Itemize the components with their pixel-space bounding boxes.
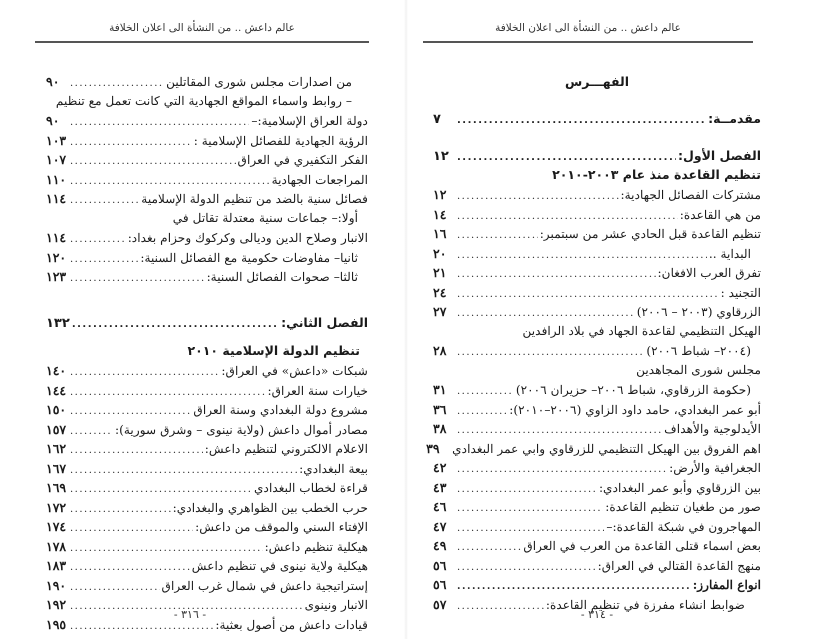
page-ref: ١٢ [433,187,447,202]
toc-entry[interactable]: ثانيا– مفاوضات حكومية مع الفصائل السنية: ..... ١٢٠ [46,248,368,268]
page-ref: ٣١ [433,382,447,397]
toc-entry[interactable]: خيارات سنة العراق: ..... ١٤٤ [46,381,368,401]
page-ref: ٤٧ [433,518,447,534]
page-ref: ١١٠ [46,171,67,187]
chapter-subtitle: تنظيم القاعدة منذ عام ٢٠٠٣-٢٠١٠ [552,167,761,182]
page-ref: ١٥٧ [46,421,67,437]
page-ref: ٩٠ [46,74,60,89]
page-ref: ١١٤ [46,230,67,245]
page-ref: ١٤٤ [46,382,67,398]
page-ref: ١٦٧ [46,460,67,476]
toc-entry[interactable]: (حكومة الزرقاوي، شباط ٢٠٠٦– حزيران ٢٠٠٦) ..... ٣١ [433,380,761,400]
page-ref: ١٦٩ [46,480,67,495]
chapter-subtitle: تنظيم الدولة الإسلامية ٢٠١٠ [187,343,360,358]
header-rule [35,41,369,43]
running-head: عالم داعش .. من النشأة الى اعلان الخلافة [495,22,681,34]
toc-entry[interactable]: هيكلية ولاية نينوى في تنظيم داعش ..... ١٨٣ [46,556,368,576]
toc-entry[interactable]: هيكلية تنظيم داعش: ..... ١٧٨ [46,537,368,557]
toc-entry[interactable]: دولة العراق الإسلامية:– ..... ٩٠ [46,111,368,131]
toc-entry[interactable]: ثالثا– صحوات الفصائل السنية: ..... ١٢٣ [46,267,368,287]
toc-list-right [426,72,761,614]
page-ref: ١١٤ [46,191,67,206]
toc-entry[interactable]: شبكات «داعش» في العراق: ..... ١٤٠ [46,361,368,381]
page-ref: ٣٩ [426,440,440,456]
page-ref: ١٧٨ [46,538,67,554]
toc-entry[interactable]: مشروع دولة البغدادي وسنة العراق ..... ١٥٠ [46,400,368,420]
page-ref: ١٠٧ [46,152,67,167]
toc-entry[interactable]: تنظيم القاعدة قبل الحادي عشر من سبتمبر: ..... ١٦ [433,224,761,244]
toc-entry[interactable]: المراجعات الجهادية ..... ١١٠ [46,170,368,190]
page-ref: ١٩٠ [46,577,67,593]
toc-entry[interactable]: البداية .. ..... ٢٠ [433,244,761,264]
page-ref: ١٢٣ [46,269,67,284]
toc-entry[interactable]: التجنيد : ..... ٢٤ [433,283,761,303]
page-ref: ٩٠ [46,113,60,128]
toc-entry[interactable]: بيعة البغدادي: ..... ١٦٧ [46,459,368,479]
page-ref: ١٩٢ [46,597,67,612]
toc-entry[interactable]: مجلس شورى المجاهدين [636,362,761,377]
toc-list-left [46,72,368,634]
page-ref: ١٨٣ [46,558,67,573]
toc-entry[interactable]: – روابط واسماء المواقع الجهادية التي كانت تعمل مع تنظيم [55,93,352,108]
page-ref: ١٠٣ [46,132,67,148]
page-ref: ١٥٠ [46,402,67,417]
page-ref: ٢٠ [433,245,447,261]
page-ref: ١٦٢ [46,441,67,456]
toc-entry[interactable]: ضوابط انشاء مفرزة في تنظيم القاعدة: ..... ٥٧ [433,595,761,615]
toc-entry[interactable]: الانبار وصلاح الدين وديالى وكركوك وحزام بغداد: ..... ١١٤ [46,228,368,248]
page-ref: ٥٦ [433,557,447,573]
page-ref: ١٤٠ [46,363,67,378]
toc-entry[interactable]: بعض اسماء قتلى القاعدة من العرب في العراق ..... ٤٩ [433,536,761,556]
page-ref: ١٤ [433,206,447,222]
toc-entry[interactable]: أولا:– جماعات سنية معتدلة تقاتل في [172,210,358,225]
toc-entry[interactable]: تفرق العرب الافغان: ..... ٢١ [433,263,761,283]
toc-entry[interactable]: الاعلام الالكتروني لتنظيم داعش: ..... ١٦٢ [46,439,368,459]
toc-entry[interactable]: الهيكل التنظيمي لقاعدة الجهاد في بلاد الرافدين [522,323,761,338]
toc-entry[interactable]: الرؤية الجهادية للفصائل الإسلامية : ..... ١٠٣ [46,131,368,151]
toc-entry[interactable]: مصادر أموال داعش (ولاية نينوى – وشرق سورية): ..... ١٥٧ [46,420,368,440]
page-ref: ١٧٤ [46,519,67,534]
right-page [407,0,813,639]
toc-entry[interactable]: الإفتاء السني والموقف من داعش: ..... ١٧٤ [46,517,368,537]
toc-entry[interactable]: من هي القاعدة: ..... ١٤ [433,205,761,225]
running-head: عالم داعش .. من النشأة الى اعلان الخلافة [109,22,295,34]
page-ref: ٢١ [433,265,447,280]
page-ref: ٣٦ [433,401,447,417]
page-ref: ٣٨ [433,421,447,436]
toc-entry[interactable]: (٢٠٠٤– شباط ٢٠٠٦) ..... ٢٨ [433,341,761,361]
toc-entry[interactable]: أبو عمر البغدادي، حامد داود الزاوي (٢٠٠٦–٢٠١٠): ..... ٣٦ [433,400,761,420]
page-ref: ١٧٢ [46,499,67,515]
toc-chapter-2[interactable]: الفصل الثاني: ..... ١٣٢ [46,313,368,333]
toc-entry[interactable]: إستراتيجية داعش في شمال غرب العراق ..... ١٩٠ [46,576,368,596]
page-ref: ١٩٥ [46,616,67,632]
toc-entry[interactable]: مشتركات الفصائل الجهادية: ..... ١٢ [433,185,761,205]
page-ref: ٢٤ [433,284,447,300]
toc-entry[interactable]: بين الزرقاوي وأبو عمر البغدادي: ..... ٤٣ [433,478,761,498]
page-ref: ٤٦ [433,499,447,514]
toc-entry[interactable]: من اصدارات مجلس شورى المقاتلين ..... ٩٠ [46,72,368,92]
page-ref: ١٣٢ [46,315,70,331]
toc-entry[interactable]: فصائل سنية بالضد من تنظيم الدولة الإسلامية ..... ١١٤ [46,189,368,209]
page-ref: ٢٨ [433,343,447,358]
toc-intro[interactable]: مقدمــة: ..... ٧ [433,109,761,129]
index-title: الفهـــرس [564,74,630,89]
header-rule [423,41,753,43]
page-ref: ٤٩ [433,538,447,553]
page-ref: ٤٣ [433,479,447,495]
page-number: - ٣١٤ - [580,608,614,621]
toc-entry[interactable]: منهج القاعدة القتالي في العراق: ..... ٥٦ [433,556,761,576]
toc-entry[interactable]: صور من طغيان تنظيم القاعدة: ..... ٤٦ [433,497,761,517]
page-ref: ١٦ [433,226,447,241]
toc-entry[interactable]: قيادات داعش من أصول بعثية: ..... ١٩٥ [46,615,368,635]
page-ref: ١٢ [433,148,449,164]
toc-entry[interactable]: الانبار ونينوى ..... ١٩٢ [46,595,368,615]
toc-entry[interactable]: المهاجرون في شبكة القاعدة:– ..... ٤٧ [433,517,761,537]
toc-entry[interactable]: حرب الخطب بين الظواهري والبغدادي: ..... ١٧٢ [46,498,368,518]
toc-entry[interactable]: الفكر التكفيري في العراق ..... ١٠٧ [46,150,368,170]
page-ref: ٢٧ [433,304,447,319]
toc-entry[interactable]: اهم الفروق بين الهيكل التنظيمي للزرقاوي وابي عمر البغدادي ٣٩ [433,439,761,459]
page-number: - ٣١٦ - [173,608,207,621]
toc-entry[interactable]: الزرقاوي (٢٠٠٣ – ٢٠٠٦) ..... ٢٧ [433,302,761,322]
page-ref: ٥٦ [433,577,447,592]
left-page [0,0,406,639]
toc-chapter-1[interactable]: الفصل الأول: ..... ١٢ [433,146,761,166]
page-ref: ٥٧ [433,596,447,612]
toc-entry[interactable]: قراءة لخطاب البغدادي ..... ١٦٩ [46,478,368,498]
page-ref: ٤٢ [433,460,447,475]
page-ref: ٧ [433,112,441,127]
toc-entry[interactable]: انواع المفارز: ..... ٥٦ [433,575,761,595]
page-ref: ١٢٠ [46,249,67,265]
toc-entry[interactable]: الأيدلوجية والأهداف ..... ٣٨ [433,419,761,439]
toc-entry[interactable]: الجغرافية والأرض: ..... ٤٢ [433,458,761,478]
